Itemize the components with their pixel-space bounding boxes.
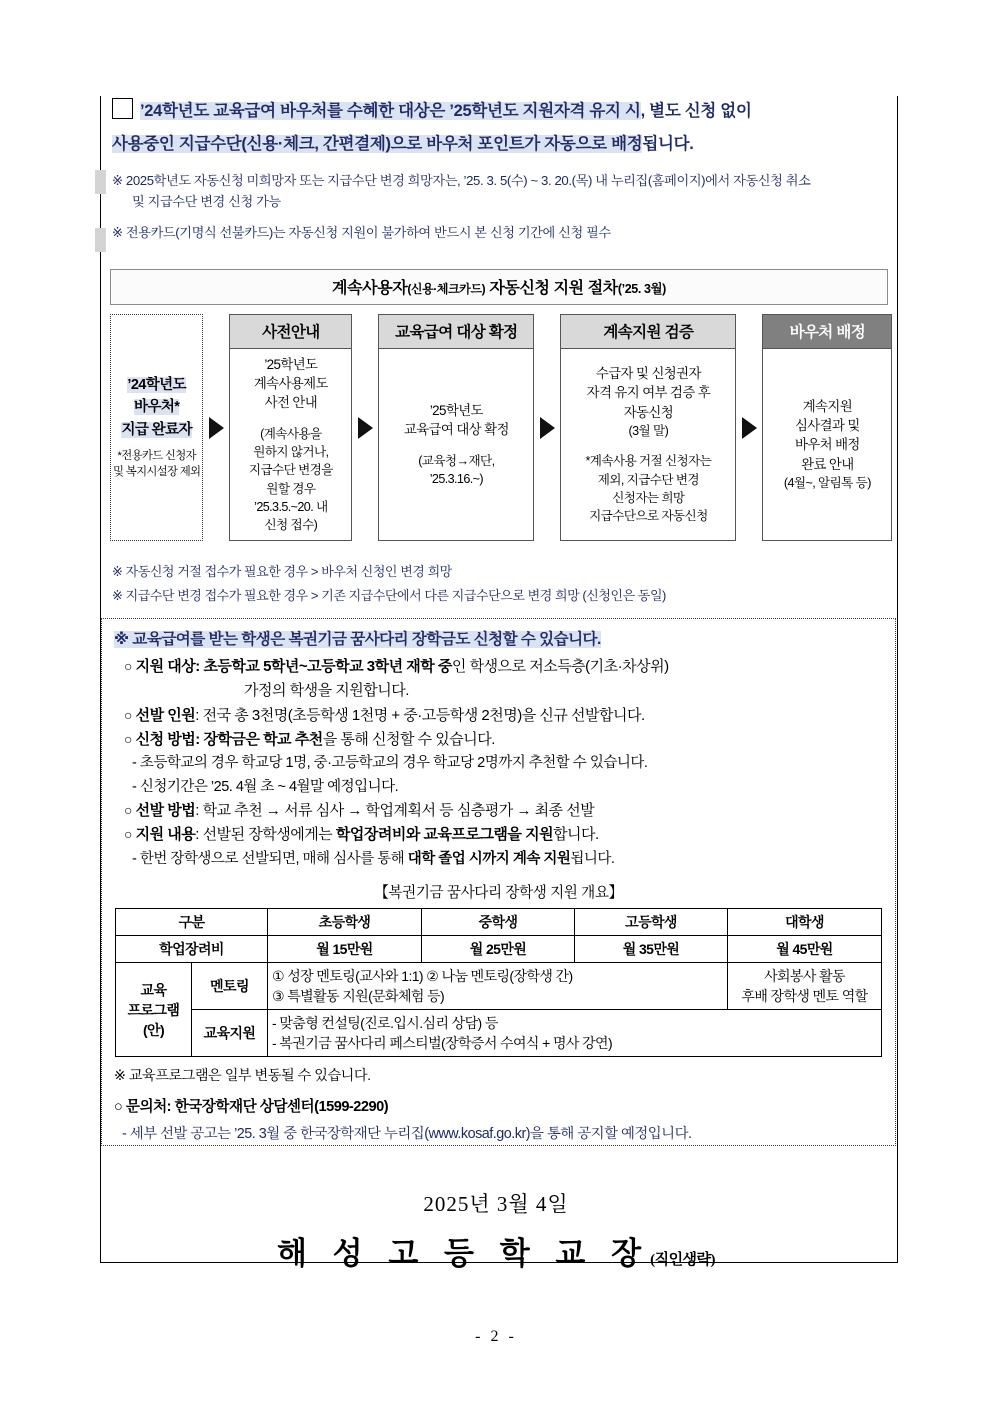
scholarship-subline-3-bold: 대학 졸업 시까지 계속 지원 [407,850,571,867]
scholarship-item-apply-label: 신청 방법 [135,730,196,748]
flow-step-1-sub-0: (계속사용을 [260,426,322,441]
flow-step-1-body-2: 사전 안내 [264,395,318,411]
bullet-ring-icon-3: ○ [124,730,132,747]
flow-step-3-body-0: 수급자 및 신청권자 [595,365,701,381]
scholarship-subline-3b: 됩니다. [570,850,615,867]
flow-step-1-body-1: 계속사용제도 [253,376,328,392]
flow-start-text-1: ’24학년도 [127,376,186,393]
flow-start-note-2: 및 복지시설장 제외 [113,466,201,479]
scholarship-subline-1: - 초등학교의 경우 학교당 1명, 중·고등학교의 경우 학교당 2명까지 추천할 수 있습니다. [132,755,648,772]
signature-organization [0,1228,992,1273]
flow-arrow-3-icon [534,314,560,541]
flow-start-text-2: 바우처* [134,399,180,416]
flowchart-title [110,269,888,305]
table-row-allowance-1: 월 25만원 [422,936,575,963]
scholarship-item-target [124,655,883,679]
flow-step-1-sub-3: 원할 경우 [266,481,316,496]
flow-step-3-sub-2: 신청자는 희망 [612,490,685,505]
flow-step-2-sub-0: (교육청→재단, [418,453,495,468]
scholarship-table [115,908,882,1057]
flow-step-2 [378,314,534,541]
table-mentoring-univ [728,963,882,1010]
table-row [115,963,881,1010]
flow-step-3-header: 계속지원 검증 [561,315,735,349]
flow-step-1-sub-2: 지급수단 변경을 [248,463,333,478]
bullet-ring-icon-2: ○ [124,706,132,723]
flow-step-2-header: 교육급여 대상 확정 [379,315,533,349]
table-row-allowance-label: 학업장려비 [115,936,267,963]
table-header-2: 중학생 [422,909,575,936]
margin-marker-1 [95,170,106,194]
table-header-3: 고등학생 [575,909,728,936]
flow-step-1-sub-1: 원하지 않거나, [253,445,329,460]
table-mentoring-label: 멘토링 [191,963,267,1010]
table-mentoring-univ-l1: 사회봉사 활동 [764,968,845,985]
table-row-allowance-0: 월 15만원 [268,936,422,963]
flow-step-4-body-2: 바우처 배정 [794,437,860,453]
flow-arrow-1-icon [203,314,229,541]
scholarship-item-count-label: 선발 인원 [135,706,196,724]
flow-title-small-2: (’25. 3월) [617,282,666,296]
flow-step-4-body-0: 계속지원 [802,398,853,414]
flow-start-line-2 [134,396,179,418]
scholarship-item-count-rest: : 전국 총 3천명(초등학생 1천명 + 중·고등학생 2천명)을 신규 선발합니다. [195,706,645,724]
flow-start-note-1: *전용카드 신청자 [117,450,196,463]
scholarship-item-support-text-b: 합니다. [553,826,599,844]
scholarship-contact: ○ 문의처: 한국장학재단 상담센터(1599-2290) [114,1099,389,1116]
intro-note-3: ※ 전용카드(기명식 선불카드)는 자동신청 지원이 불가하여 반드시 본 신청 기간에 신청 필수 [112,224,611,240]
scholarship-item-selection-label: 선발 방법 [135,802,196,820]
scholarship-item-apply-rest: 을 통해 신청할 수 있습니다. [322,730,495,748]
table-program-label-l2: 프로그램 [127,1001,180,1018]
scholarship-item-target-rest: 인 학생으로 저소득층(기초·차상위) [451,658,669,675]
table-header-0: 구분 [115,909,267,936]
signature-date: 2025년 3월 4일 [423,1192,569,1216]
scholarship-subline-2: - 신청기간은 ’25. 4월 초 ~ 4월말 예정입니다. [132,778,399,795]
scholarship-item-selection [124,799,883,823]
page-number: - 2 - [475,1328,517,1345]
table-program-label-l1: 교육 [140,981,167,998]
flow-step-3-body-2: 자동신청 [623,404,674,420]
flow-start-box [110,314,203,541]
table-mentoring-text-l1: ① 성장 멘토링(교사와 1:1) ② 나눔 멘토링(장학생 간) [272,968,573,985]
flow-step-1-sub-5: 신청 접수) [264,518,318,533]
table-header-row [115,909,881,936]
table-header-1: 초등학생 [268,909,422,936]
scholarship-item-support-text-a: : 선발된 장학생에게는 [195,826,336,844]
intro-lead-1b: , 별도 신청 없이 [640,102,752,120]
margin-marker-2 [95,228,106,252]
flow-title-small-1: (신용·체크카드) [407,282,486,296]
flow-arrow-2-icon [352,314,378,541]
scholarship-item-target-bold: : 초등학교 5학년~고등학교 3학년 재학 중 [195,658,452,675]
table-edusupport-text-l1: - 맞춤형 컨설팅(진로.입시.심리 상담) 등 [272,1015,498,1032]
flowchart-steps-row [110,314,888,541]
flow-start-line-1 [127,374,186,396]
flow-note-1: ※ 자동신청 거절 접수가 필요한 경우 > 바우처 신청인 변경 희망 [112,564,452,579]
flowchart [110,269,888,541]
flow-start-text-3: 지급 완료자 [121,421,192,438]
flow-start-line-3 [121,419,191,441]
scholarship-heading-text: ※ 교육급여를 받는 학생은 복권기금 꿈사다리 장학금도 신청할 수 있습니다. [114,631,601,648]
intro-lead-line-1 [112,98,890,125]
scholarship-contact-sub: - 세부 선발 공고는 ’25. 3월 중 한국장학재단 누리집(www.kosaf.go.kr)을 통해 공지할 예정입니다. [122,1126,692,1143]
scholarship-item-count [124,704,883,728]
flow-step-3-body [561,349,735,540]
table-edusupport-text [268,1010,882,1057]
flow-step-3-sub-0: *계속사용 거절 신청자는 [585,454,712,469]
signature-org-text: 해 성 고 등 학 교 장 [276,1236,651,1271]
intro-note-1: ※ 2025학년도 자동신청 미희망자 또는 지급수단 변경 희망자는, ’25. 3. 5(수) ~ 3. 20.(목) 내 누리집(홈페이지)에서 자동신청 취소 [112,173,811,189]
scholarship-subline-3 [132,848,883,871]
table-mentoring-univ-l2: 후배 장학생 멘토 역할 [741,988,868,1005]
flow-step-3-body-1: 자격 유지 여부 검증 후 [586,385,711,401]
scholarship-heading [114,627,883,649]
table-row [115,936,881,963]
flow-step-2-body-0: ’25학년도 [429,402,483,418]
table-row [115,1010,881,1057]
flow-arrow-4-icon [736,314,762,541]
flow-step-4-body-1: 심사결과 및 [794,417,860,433]
flow-step-4 [762,314,892,541]
scholarship-item-apply [124,728,883,752]
scholarship-item-target-label: 지원 대상 [135,658,196,675]
bullet-ring-icon-4: ○ [124,802,132,819]
table-row-allowance-3: 월 45만원 [728,936,882,963]
table-edusupport-label: 교육지원 [191,1010,267,1057]
scholarship-item-support-label: 지원 내용 [135,826,196,844]
scholarship-item-support [124,823,883,847]
flow-step-3-sub-1: 제외, 지급수단 변경 [597,472,699,487]
intro-lead-line-2 [112,131,890,158]
checkbox-icon[interactable] [112,98,133,119]
intro-block [112,98,890,243]
intro-lead-2b: 됩니다. [642,134,694,153]
scholarship-section [101,618,896,1146]
scholarship-subline-3a: - 한번 장학생으로 선발되면, 매해 심사를 통해 [132,850,408,867]
table-program-label [115,963,191,1057]
flow-step-3-sub-3: 지급수단으로 자동신청 [589,509,708,524]
flow-step-4-header: 바우처 배정 [763,315,891,349]
table-mentoring-text [268,963,728,1010]
flow-step-1 [229,314,352,541]
scholarship-footnote: ※ 교육프로그램은 일부 변동될 수 있습니다. [114,1068,371,1085]
flow-step-4-sub-0: (4월~, 알림톡 등) [783,476,871,491]
flow-step-2-sub-1: ’25.3.16.~) [429,471,483,486]
flow-step-4-body-3: 완료 안내 [801,456,854,472]
scholarship-item-selection-text: : 학교 추천 → 서류 심사 → 학업계획서 등 심층평가 → 최종 선발 [195,802,595,820]
flow-step-4-body [763,349,891,540]
table-caption: 【복권기금 꿈사다리 장학생 지원 개요】 [374,885,623,902]
table-mentoring-text-l2: ③ 특별활동 지원(문화체험 등) [272,988,445,1005]
flow-step-1-body [230,349,351,540]
flow-note-2: ※ 지급수단 변경 접수가 필요한 경우 > 기존 지급수단에서 다른 지급수단으로 변경 희망 (신청인은 동일) [112,588,666,604]
flow-step-1-header: 사전안내 [230,315,351,349]
flow-step-2-body-1: 교육급여 대상 확정 [403,422,509,438]
bullet-ring-icon-1: ○ [124,658,132,674]
flow-step-1-sub-4: ’25.3.5.~20. 내 [254,499,328,514]
table-edusupport-text-l2: - 복권기금 꿈사다리 페스티벌(장학증서 수여식 + 명사 강연) [272,1035,613,1052]
scholarship-item-target-line2: 가정의 학생을 지원합니다. [244,682,409,700]
intro-lead-1a: ’24학년도 교육급여 바우처를 수혜한 대상은 ’25학년도 지원자격 유지 시 [140,102,641,120]
flow-step-3-body-3: (3월 말) [628,424,669,439]
intro-note-2: 및 지급수단 변경 신청 가능 [132,193,281,209]
flow-step-1-body-0: ’25학년도 [264,356,318,372]
bullet-ring-icon-5: ○ [124,826,132,843]
table-row-allowance-2: 월 35만원 [575,936,728,963]
flowchart-notes [112,560,892,608]
scholarship-item-support-bold: 학업장려비와 교육프로그램을 지원 [335,826,554,844]
intro-lead-2a: 사용중인 지급수단(신용·체크, 간편결제)으로 바우처 포인트가 자동으로 배정 [112,134,643,153]
page-frame-right-line [897,96,898,1263]
flow-step-3 [560,314,736,541]
scholarship-item-apply-bold: : 장학금은 학교 추천 [195,730,323,748]
flow-title-main-1: 계속사용자 [332,280,408,297]
flow-title-main-2: 자동신청 지원 절차 [489,280,618,297]
flow-step-2-body [379,349,533,540]
signature-seal-note: (직인생략) [650,1252,716,1268]
table-program-label-l3: (안) [142,1021,165,1038]
table-header-4: 대학생 [728,909,882,936]
